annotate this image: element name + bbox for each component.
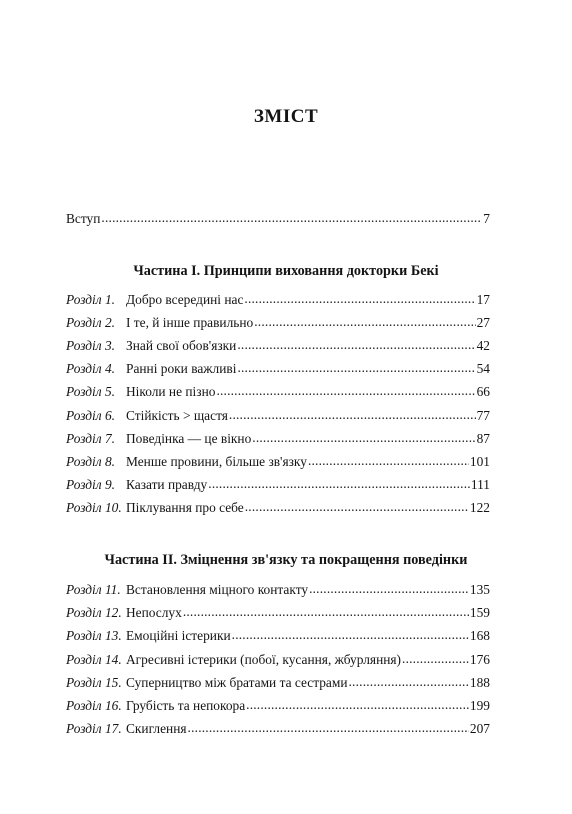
chapter-label: Розділ 9. — [66, 476, 115, 492]
chapter-page: 111 — [470, 476, 490, 492]
dot-leader — [254, 315, 475, 327]
dot-leader — [252, 431, 475, 443]
dot-leader — [237, 361, 475, 373]
toc-entry — [66, 477, 490, 493]
toc-entry — [66, 605, 490, 621]
chapter-label: Розділ 16. — [66, 698, 122, 713]
chapter-title: Непослух — [126, 605, 182, 621]
chapter-page: 27 — [476, 315, 490, 331]
dot-leader — [308, 454, 469, 466]
chapter-page: 66 — [476, 384, 490, 400]
chapter-page: 54 — [476, 361, 490, 377]
chapter-page: 42 — [476, 338, 490, 354]
chapter-label: Розділ 1. — [66, 292, 115, 307]
toc-entry-title: Вступ — [66, 211, 101, 226]
toc-entry-page: 7 — [483, 211, 490, 226]
chapter-label: Розділ 14. — [66, 651, 122, 667]
toc-entry — [66, 721, 490, 737]
toc-entry — [66, 454, 490, 470]
chapter-page: 77 — [476, 407, 490, 423]
dot-leader — [183, 605, 469, 617]
chapter-label: Розділ 6. — [66, 407, 115, 423]
chapter-title: Стійкість > щастя — [126, 407, 228, 423]
dot-leader — [101, 211, 482, 223]
chapter-title: Казати правду — [126, 476, 208, 492]
chapter-label: Розділ 11. — [66, 582, 121, 597]
chapter-title: Знай свої обов'язки — [126, 338, 237, 354]
dot-leader — [208, 477, 470, 489]
chapter-page: 207 — [469, 721, 490, 737]
chapter-label: Розділ 8. — [66, 453, 115, 469]
chapter-title: Емоційні істерики — [126, 628, 231, 644]
chapter-title: Ранні роки важливі — [126, 361, 237, 377]
chapter-page: 17 — [476, 292, 490, 307]
toc-entry — [66, 582, 490, 598]
dot-leader — [246, 698, 469, 710]
dot-leader — [402, 652, 469, 664]
chapter-title: Суперництво між братами та сестрами — [126, 674, 348, 690]
chapter-page: 101 — [469, 453, 490, 469]
chapter-label: Розділ 10. — [66, 499, 122, 515]
dot-leader — [232, 628, 469, 640]
chapter-page: 176 — [469, 651, 490, 667]
part-heading: Частина І. Принципи виховання докторки Бекі — [133, 263, 439, 279]
chapter-title: Добро всередині нас — [126, 292, 244, 307]
dot-leader — [349, 675, 469, 687]
chapter-page: 135 — [469, 582, 490, 597]
chapter-page: 168 — [469, 628, 490, 644]
toc-entry — [66, 292, 490, 308]
chapter-label: Розділ 17. — [66, 721, 122, 737]
toc-entry — [66, 628, 490, 644]
dot-leader — [188, 721, 469, 733]
chapter-title: І те, й інше правильно — [126, 315, 254, 331]
dot-leader — [229, 408, 476, 420]
chapter-page: 188 — [469, 674, 490, 690]
chapter-label: Розділ 7. — [66, 430, 115, 446]
chapter-label: Розділ 4. — [66, 361, 115, 377]
chapter-page: 199 — [469, 698, 490, 713]
toc-entry — [66, 384, 490, 400]
page-title: ЗМІСТ — [253, 106, 319, 127]
part-heading: Частина ІІ. Зміцнення зв'язку та покращення поведінки — [104, 552, 468, 568]
chapter-title: Менше провини, більше зв'язку — [126, 453, 307, 469]
chapter-label: Розділ 3. — [66, 338, 115, 354]
chapter-label: Розділ 2. — [66, 315, 115, 331]
chapter-page: 122 — [469, 499, 490, 515]
toc-entry — [66, 361, 490, 377]
dot-leader — [216, 384, 475, 396]
toc-entry — [66, 675, 490, 691]
toc-entry — [66, 500, 490, 516]
chapter-title: Скиглення — [126, 721, 187, 737]
chapter-title: Ніколи не пізно — [126, 384, 216, 400]
toc-entry — [66, 408, 490, 424]
dot-leader — [309, 582, 469, 594]
chapter-title: Встановлення міцного контакту — [126, 582, 309, 597]
chapter-label: Розділ 12. — [66, 605, 122, 621]
chapter-page: 159 — [469, 605, 490, 621]
toc-entry — [66, 338, 490, 354]
chapter-title: Грубість та непокора — [126, 698, 246, 713]
toc-entry-intro — [66, 211, 490, 227]
toc-entry — [66, 315, 490, 331]
toc-entry — [66, 698, 490, 714]
chapter-title: Агресивні істерики (побої, кусання, жбурляння) — [126, 651, 402, 667]
toc-entry — [66, 652, 490, 668]
chapter-label: Розділ 15. — [66, 674, 122, 690]
dot-leader — [245, 500, 469, 512]
chapter-page: 87 — [476, 430, 490, 446]
dot-leader — [244, 292, 475, 304]
toc-entry — [66, 431, 490, 447]
chapter-title: Поведінка — це вікно — [126, 430, 252, 446]
chapter-title: Піклування про себе — [126, 499, 244, 515]
chapter-label: Розділ 13. — [66, 628, 122, 644]
chapter-label: Розділ 5. — [66, 384, 115, 400]
dot-leader — [237, 338, 475, 350]
